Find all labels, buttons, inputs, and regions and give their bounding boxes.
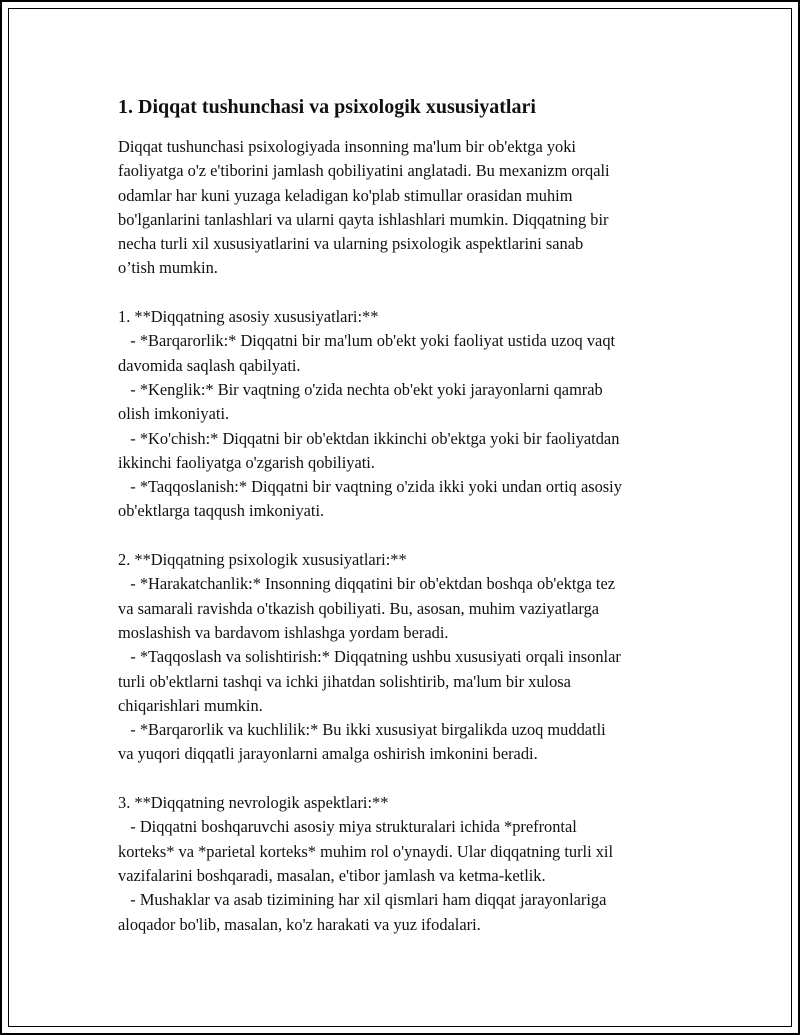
paragraph-gap xyxy=(118,767,690,791)
text-line: bo'lganlarini tanlashlari va ularni qayta ishlashlari mumkin. Diqqatning bir xyxy=(118,209,609,229)
list-item-line: chiqarishlari mumkin. xyxy=(118,695,263,715)
list-heading: 3. **Diqqatning nevrologik aspektlari:** xyxy=(118,793,389,813)
list-item-line: - *Barqarorlik va kuchlilik:* Bu ikki xususiyat birgalikda uzoq muddatli xyxy=(118,720,606,740)
section-3-list xyxy=(118,791,690,937)
list-item-line: - *Taqqoslash va solishtirish:* Diqqatning ushbu xususiyati orqali insonlar xyxy=(118,647,621,667)
list-item-line: - *Taqqoslanish:* Diqqatni bir vaqtning o'zida ikki yoki undan ortiq asosiy xyxy=(118,477,622,497)
section-2-list xyxy=(118,548,690,767)
list-heading: 1. **Diqqatning asosiy xususiyatlari:** xyxy=(118,307,379,327)
list-heading: 2. **Diqqatning psixologik xususiyatlari:** xyxy=(118,550,407,570)
list-item-line: - *Harakatchanlik:* Insonning diqqatini bir ob'ektdan boshqa ob'ektga tez xyxy=(118,574,616,594)
paragraph-gap xyxy=(118,281,690,305)
list-item-line: - Diqqatni boshqaruvchi asosiy miya strukturalari ichida *prefrontal xyxy=(118,817,577,837)
section-heading: 1. Diqqat tushunchasi va psixologik xususiyatlari xyxy=(118,96,536,118)
list-item-line: korteks* va *parietal korteks* muhim rol o'ynaydi. Ular diqqatning turli xil xyxy=(118,841,614,861)
list-item-line: davomida saqlash qabilyati. xyxy=(118,355,301,375)
list-item-line: ikkinchi faoliyatga o'zgarish qobiliyati. xyxy=(118,452,375,472)
list-item-line: turli ob'ektlarni tashqi va ichki jihatdan solishtirib, ma'lum bir xulosa xyxy=(118,671,571,691)
list-item-line: va samarali ravishda o'tkazish qobiliyati. Bu, asosan, muhim vaziyatlarga xyxy=(118,598,600,618)
list-item-line: olish imkoniyati. xyxy=(118,404,230,424)
list-item-line: va yuqori diqqatli jarayonlarni amalga oshirish imkonini beradi. xyxy=(118,744,538,764)
list-item-line: - *Kenglik:* Bir vaqtning o'zida nechta ob'ekt yoki jarayonlarni qamrab xyxy=(118,379,603,399)
list-item-line: moslashish va bardavom ishlashga yordam beradi. xyxy=(118,622,449,642)
section-1-list xyxy=(118,305,690,524)
list-item-line: ob'ektlarga taqqush imkoniyati. xyxy=(118,501,325,521)
text-line: necha turli xil xususiyatlarini va ularning psixologik aspektlarini sanab xyxy=(118,234,584,254)
list-item-line: - *Barqarorlik:* Diqqatni bir ma'lum ob'ekt yoki faoliyat ustida uzoq vaqt xyxy=(118,331,616,351)
document-body xyxy=(118,93,690,937)
text-line: o’tish mumkin. xyxy=(118,258,218,278)
text-line: Diqqat tushunchasi psixologiyada insonning ma'lum bir ob'ektga yoki xyxy=(118,137,576,156)
text-line: faoliyatga o'z e'tiborini jamlash qobiliyatini anglatadi. Bu mexanizm orqali xyxy=(118,161,610,181)
list-item-line: vazifalarini boshqaradi, masalan, e'tibor jamlash va ketma-ketlik. xyxy=(118,865,546,885)
text-line: odamlar har kuni yuzaga keladigan ko'plab stimullar orasidan muhim xyxy=(118,185,573,205)
paragraph-gap xyxy=(118,524,690,548)
intro-paragraph xyxy=(118,135,690,281)
list-item-line: - Mushaklar va asab tizimining har xil qismlari ham diqqat jarayonlariga xyxy=(118,890,607,910)
list-item-line: - *Ko'chish:* Diqqatni bir ob'ektdan ikkinchi ob'ektga yoki bir faoliyatdan xyxy=(118,428,620,448)
list-item-line: aloqador bo'lib, masalan, ko'z harakati va yuz ifodalari. xyxy=(118,914,481,934)
